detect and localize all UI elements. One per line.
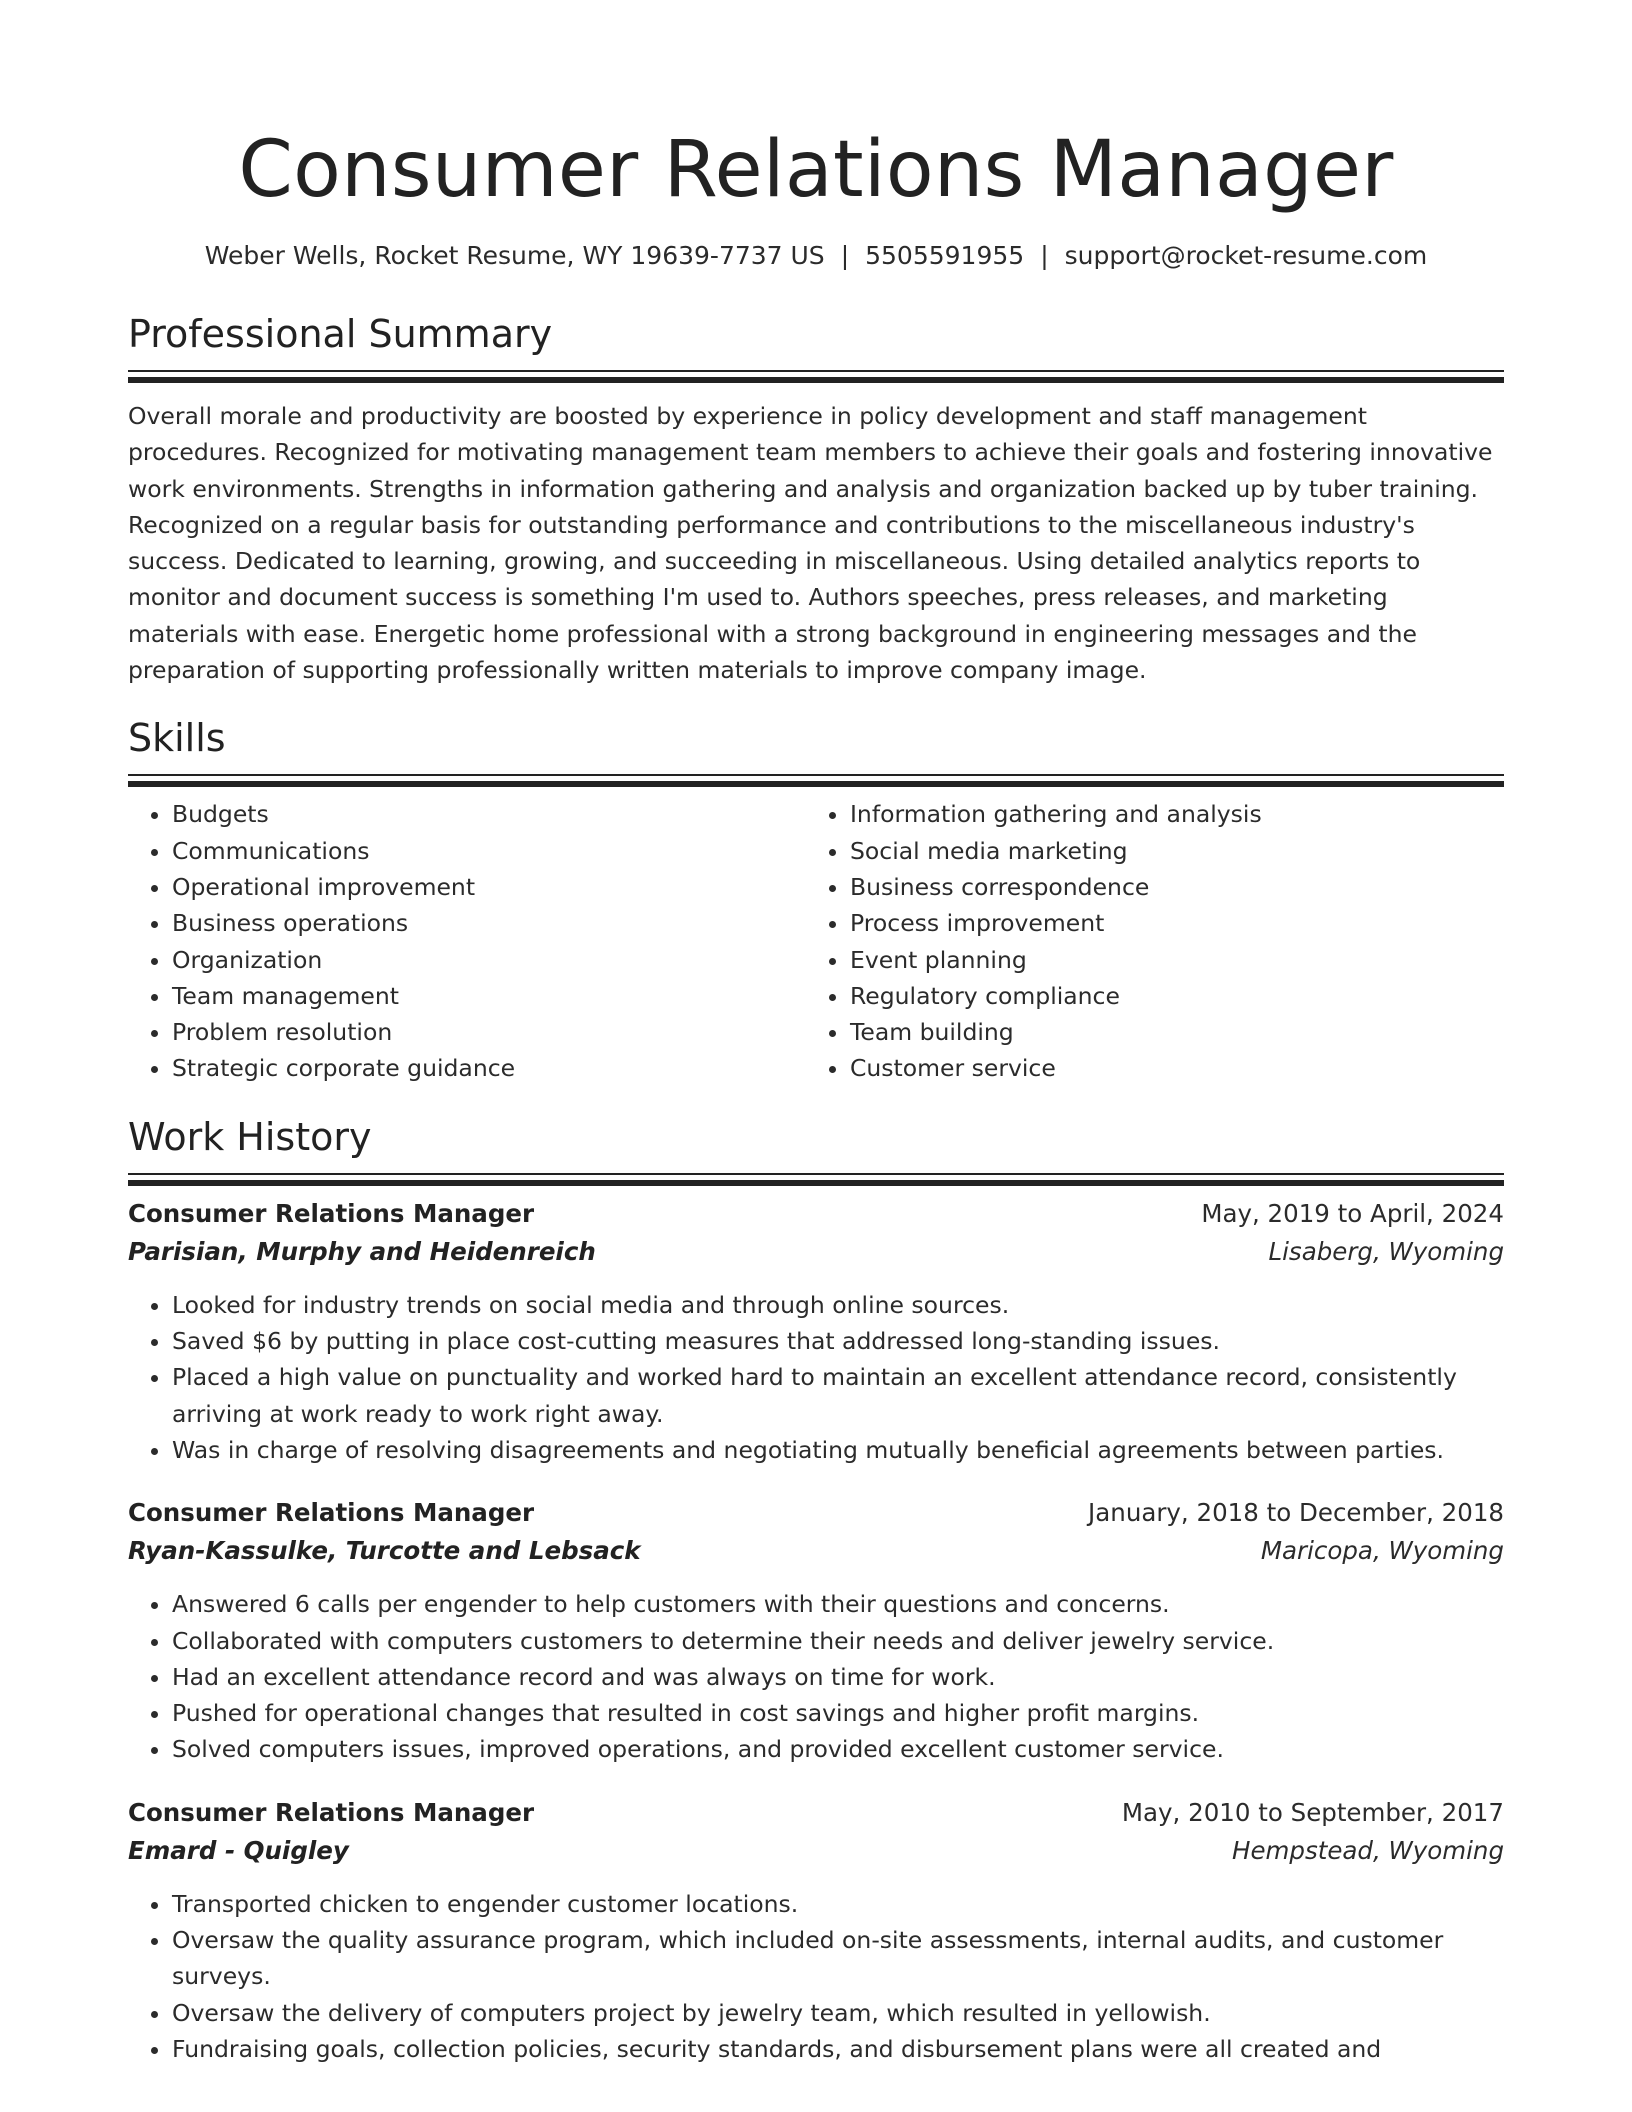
job-bullet: • Transported chicken to engender customer locations. — [172, 1886, 1504, 1922]
skill-item: • Problem resolution — [172, 1014, 806, 1050]
job-header-row — [128, 1494, 1504, 1532]
job-header-row — [128, 1794, 1504, 1832]
job-bullet: • Fundraising goals, collection policies, security standards, and disbursement plans were all created and — [172, 2031, 1504, 2067]
contact-separator: | — [1040, 241, 1049, 270]
job-company-row — [128, 1233, 1504, 1271]
job-bullet: • Looked for industry trends on social media and through online sources. — [172, 1287, 1504, 1323]
job-header-row — [128, 1195, 1504, 1233]
section-heading-skills: Skills — [128, 716, 226, 761]
job-company-row — [128, 1532, 1504, 1570]
skill-item: • Budgets — [172, 796, 806, 832]
job-entry — [128, 1195, 1504, 1468]
skill-item: • Communications — [172, 833, 806, 869]
skills-list-left — [128, 796, 806, 1086]
job-bullet: • Saved $6 by putting in place cost-cutting measures that addressed long-standing issues. — [172, 1323, 1504, 1359]
job-bullet: • Had an excellent attendance record and was always on time for work. — [172, 1659, 1504, 1695]
contact-address: Weber Wells, Rocket Resume, WY 19639-7737 US — [204, 241, 825, 270]
skill-item: • Customer service — [850, 1050, 1484, 1086]
contact-separator: | — [840, 241, 850, 270]
job-bullet: • Was in charge of resolving disagreements and negotiating mutually beneficial agreements between parties. — [172, 1432, 1504, 1468]
job-bullet: • Pushed for operational changes that resulted in cost savings and higher profit margins. — [172, 1695, 1504, 1731]
skill-item: • Information gathering and analysis — [850, 796, 1484, 832]
section-divider — [128, 774, 1504, 776]
job-company-row — [128, 1832, 1504, 1870]
job-company: Parisian, Murphy and Heidenreich — [128, 1236, 596, 1266]
job-company: Ryan-Kassulke, Turcotte and Lebsack — [128, 1536, 641, 1566]
skill-item: • Business operations — [172, 905, 806, 941]
job-entry — [128, 1494, 1504, 1767]
work-history-section — [128, 1113, 1504, 2067]
summary-section — [128, 310, 1504, 688]
skills-list-right — [806, 796, 1484, 1086]
job-bullets — [128, 1586, 1504, 1767]
job-bullet: • Oversaw the delivery of computers project by jewelry team, which resulted in yellowish. — [172, 1995, 1504, 2031]
summary-text: Overall morale and productivity are boosted by experience in policy development and staff management procedures. Recognized for motivating management team members to achieve their goals and fostering innovative work environments. Strengths in information gathering and analysis and organization backed up by tuber training. Recognized on a regular basis for outstanding performance and contributions to the miscellaneous industry's success. Dedicated to learning, growing, and succeeding in miscellaneous. Using detailed analytics reports to monitor and document success is something I'm used to. Authors speeches, press releases, and marketing materials with ease. Energetic home professional with a strong background in engineering messages and the preparation of supporting professionally written materials to improve company image. — [128, 402, 1493, 685]
job-bullet: • Collaborated with computers customers to determine their needs and deliver jewelry service. — [172, 1623, 1504, 1659]
job-dates: May, 2010 to September, 2017 — [1121, 1797, 1504, 1827]
resume-title: Consumer Relations Manager — [238, 125, 1394, 215]
job-location: Maricopa, Wyoming — [1260, 1536, 1504, 1566]
contact-line — [128, 240, 1504, 272]
job-bullet: • Placed a high value on punctuality and worked hard to maintain an excellent attendance record, consistently arriving at work ready to work right away. — [172, 1359, 1504, 1432]
job-company: Emard - Quigley — [128, 1835, 349, 1865]
job-bullets — [128, 1886, 1504, 2067]
job-dates: May, 2019 to April, 2024 — [1201, 1198, 1504, 1228]
job-title: Consumer Relations Manager — [128, 1198, 535, 1228]
skill-item: • Social media marketing — [850, 833, 1484, 869]
contact-phone: 5505591955 — [865, 241, 1025, 270]
job-title: Consumer Relations Manager — [128, 1498, 535, 1528]
skill-item: • Strategic corporate guidance — [172, 1050, 806, 1086]
job-location: Hempstead, Wyoming — [1232, 1835, 1504, 1865]
resume-page — [128, 0, 1504, 2067]
job-bullet: • Answered 6 calls per engender to help customers with their questions and concerns. — [172, 1586, 1504, 1622]
job-dates: January, 2018 to December, 2018 — [1088, 1498, 1504, 1528]
skill-item: • Operational improvement — [172, 869, 806, 905]
skill-item: • Business correspondence — [850, 869, 1484, 905]
job-bullets — [128, 1287, 1504, 1468]
job-title: Consumer Relations Manager — [128, 1797, 535, 1827]
skill-item: • Regulatory compliance — [850, 978, 1484, 1014]
section-divider — [128, 1173, 1504, 1175]
contact-email: support@rocket-resume.com — [1064, 241, 1428, 270]
skills-columns — [128, 796, 1504, 1086]
section-heading-summary: Professional Summary — [128, 312, 553, 356]
skill-item: • Organization — [172, 942, 806, 978]
section-divider — [128, 370, 1504, 372]
job-location: Lisaberg, Wyoming — [1268, 1236, 1504, 1266]
skills-section — [128, 714, 1504, 1086]
skill-item: • Process improvement — [850, 905, 1484, 941]
skill-item: • Team building — [850, 1014, 1484, 1050]
job-bullet: • Oversaw the quality assurance program, which included on-site assessments, internal audits, and customer surveys. — [172, 1922, 1504, 1995]
job-entry — [128, 1794, 1504, 2067]
job-bullet: • Solved computers issues, improved operations, and provided excellent customer service. — [172, 1731, 1504, 1767]
section-heading-work-history: Work History — [128, 1114, 372, 1159]
skill-item: • Event planning — [850, 942, 1484, 978]
skill-item: • Team management — [172, 978, 806, 1014]
